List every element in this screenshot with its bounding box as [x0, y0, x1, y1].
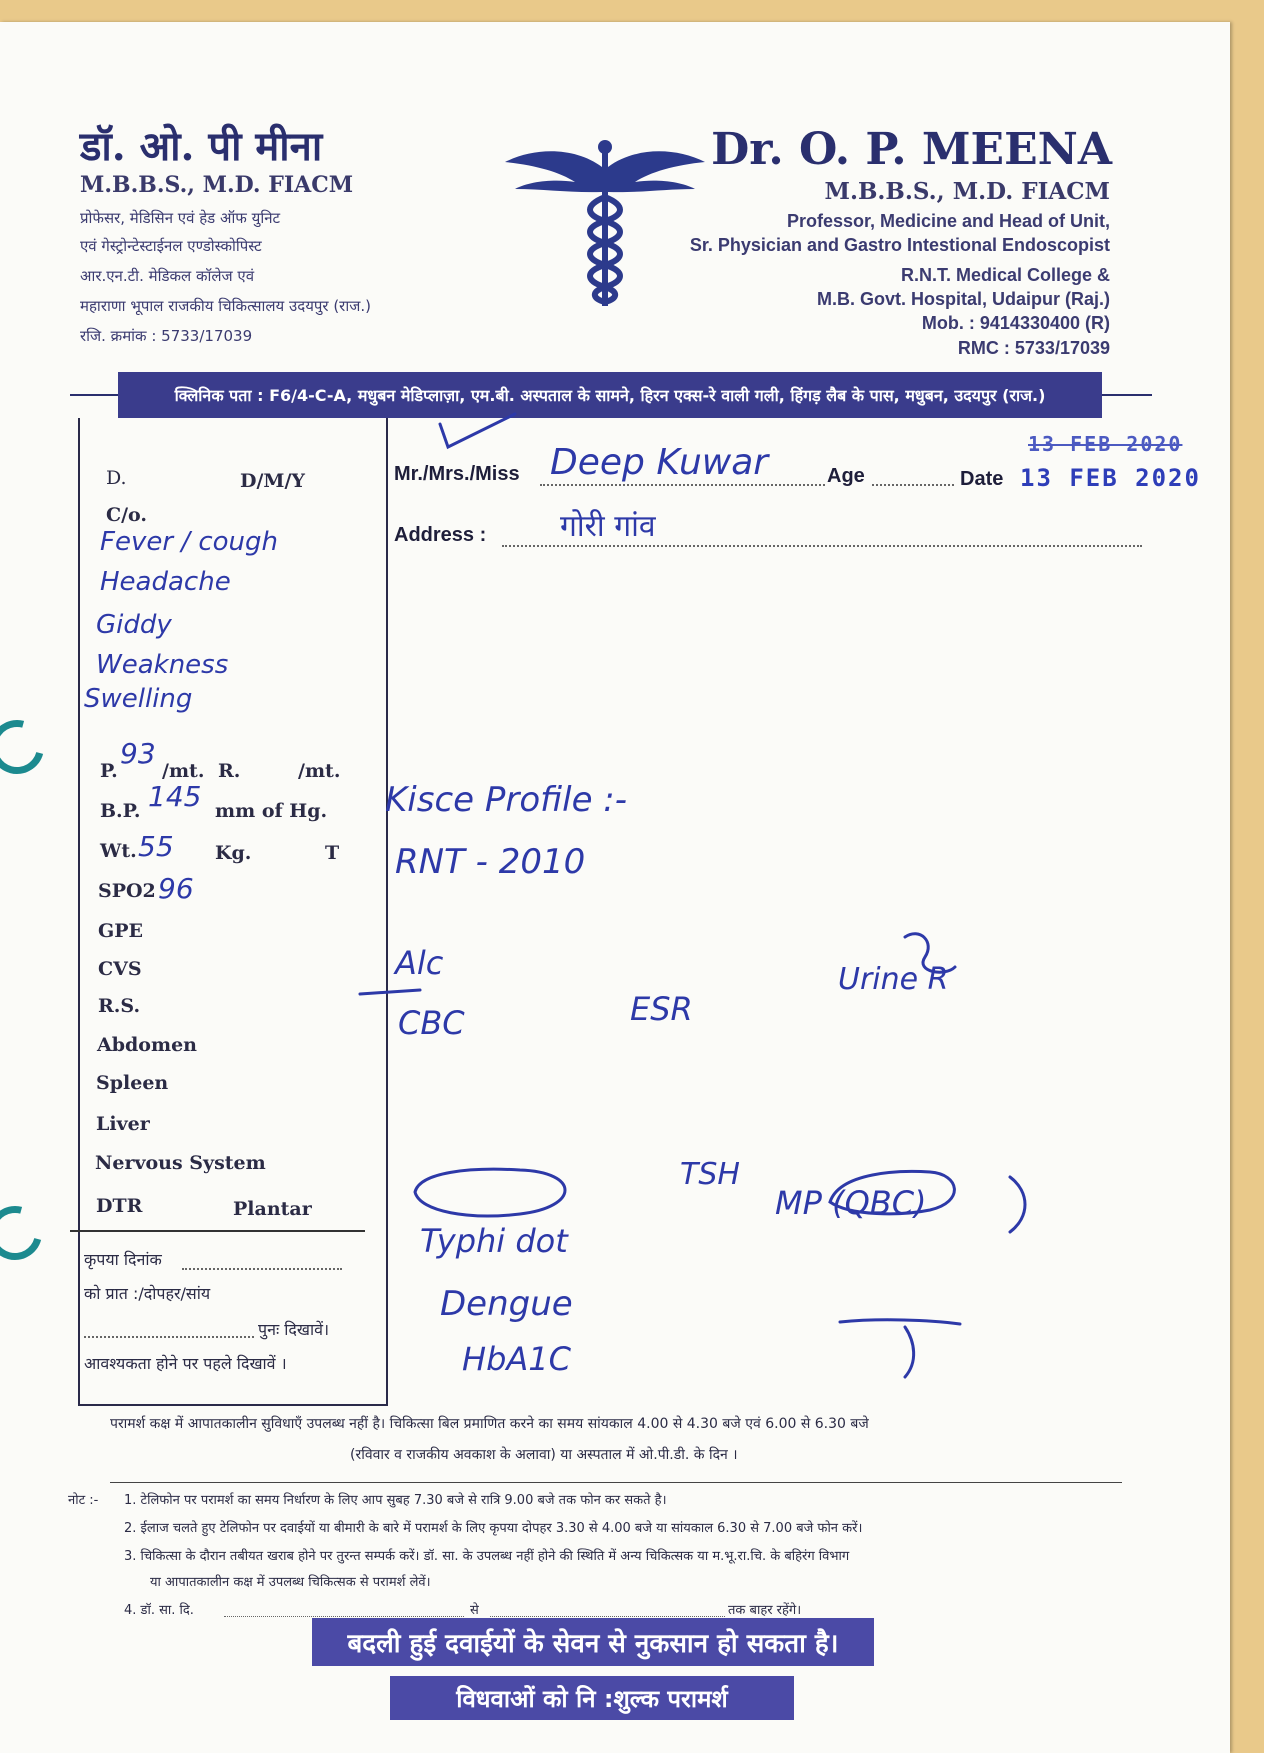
english-line-4: M.B. Govt. Hospital, Udaipur (Raj.)	[816, 289, 1110, 309]
pulse-value: 93	[120, 737, 156, 770]
pulse-unit: /mt.	[162, 760, 205, 782]
d-label: D.	[106, 467, 127, 489]
wt-label: Wt.	[100, 840, 137, 862]
date-label: Date	[960, 468, 1004, 490]
hindi-line-3: आर.एन.टी. मेडिकल कॉलेज एवं	[80, 267, 255, 285]
note-4-line-a	[224, 1616, 464, 1617]
co-label: C/o.	[106, 504, 148, 526]
date-stamp-struck: 13 FEB 2020	[1028, 432, 1183, 456]
hindi-line-2: एवं गेस्ट्रोन्टेस्टाईनल एण्डोस्कोपिस्ट	[80, 237, 262, 255]
note-item-1: 1. टेलिफोन पर परामर्श का समय निर्धारण के लिए आप सुबह 7.30 बजे से रात्रि 9.00 बजे तक फोन कर सकते है।	[124, 1493, 667, 1508]
note-profile: Kisce Profile :-	[385, 780, 628, 820]
exam-abdomen: Abdomen	[97, 1034, 197, 1056]
english-line-6: RMC : 5733/17039	[957, 338, 1110, 358]
complaint-1: Fever / cough	[100, 527, 278, 557]
spo2-value: 96	[158, 872, 194, 905]
note-hba1c: HbA1C	[462, 1340, 571, 1378]
complaint-3: Giddy	[96, 610, 172, 640]
resp-label: R.	[218, 760, 241, 782]
note-item-3b: या आपातकालीन कक्ष में उपलब्ध चिकित्सक से परामर्श लेवें।	[150, 1575, 431, 1590]
note-urine: Urine R	[838, 962, 949, 997]
address-label: Address :	[394, 524, 487, 546]
pulse-label: P.	[100, 760, 118, 782]
notes-prefix: नोट :-	[68, 1493, 99, 1508]
notice-line-2: (रविवार व राजकीय अवकाश के अलावा) या अस्पताल में ओ.पी.डी. के दिन ।	[350, 1447, 738, 1463]
note-alc: Alc	[395, 944, 444, 982]
exam-rs: R.S.	[98, 995, 141, 1017]
widow-consult-text: विधवाओं को नि :शुल्क परामर्श	[456, 1684, 728, 1713]
age-label: Age	[827, 465, 865, 487]
complaint-2: Headache	[100, 567, 231, 597]
prescription-sheet	[0, 22, 1230, 1753]
bp-label: B.P.	[100, 800, 141, 822]
note-rnt: RNT - 2010	[395, 842, 586, 882]
english-line-2: Sr. Physician and Gastro Intestional Endoscopist	[689, 235, 1110, 255]
english-line-3: R.N.T. Medical College &	[900, 265, 1110, 285]
degree-hindi-side: M.B.B.S., M.D. FIACM	[80, 172, 354, 198]
note-item-2: 2. ईलाज चलते हुए टेलिफोन पर दवाईयों या बीमारी के बारे में परामर्श के लिए कृपया दोपहर 3.30 से 4.00 बजे या सांयकाल 6.30 से 7.00 बजे फोन करें।	[124, 1521, 863, 1536]
note-cbc: CBC	[398, 1004, 465, 1042]
hindi-line-1: प्रोफेसर, मेडिसिन एवं हेड ऑफ युनिट	[80, 209, 281, 227]
plantar-label: Plantar	[233, 1198, 312, 1220]
note-mp: MP (QBC)	[775, 1184, 927, 1222]
widow-consult-banner	[390, 1676, 794, 1720]
bp-value: 145	[148, 780, 202, 813]
notice-divider	[110, 1482, 1122, 1483]
pen-strokes	[0, 22, 1230, 1442]
note-dengue: Dengue	[440, 1284, 573, 1324]
temp-label: T	[325, 842, 340, 864]
followup-revisit: पुनः दिखावें।	[258, 1320, 330, 1339]
patient-name: Deep Kuwar	[550, 442, 769, 483]
bp-unit: mm of Hg.	[215, 800, 328, 822]
exam-nervous-system: Nervous System	[95, 1152, 266, 1174]
exam-gpe: GPE	[98, 920, 143, 942]
note-tsh: TSH	[680, 1157, 740, 1192]
followup-time: को प्रात :/दोपहर/सांय	[84, 1284, 211, 1303]
dmy-label: D/M/Y	[240, 470, 305, 492]
followup-earlier: आवश्यकता होने पर पहले दिखावें ।	[84, 1354, 287, 1373]
complaint-4: Weakness	[96, 650, 229, 680]
date-stamp: 13 FEB 2020	[1020, 464, 1201, 492]
note-item-3: 3. चिकित्सा के दौरान तबीयत खराब होने पर तुरन्त सम्पर्क करें। डॉ. सा. के उपलब्ध नहीं होने की स्थिति में अन्य चिकित्सक या म.भू.रा.चि. के बहिरंग विभाग	[124, 1549, 850, 1564]
note-item-4-to: तक बाहर रहेंगे।	[728, 1603, 802, 1618]
note-item-4: 4. डॉ. सा. दि.	[124, 1603, 194, 1618]
complaint-5: Swelling	[84, 684, 193, 714]
note-4-line-b	[490, 1616, 725, 1617]
note-item-4-from: से	[470, 1603, 479, 1618]
warning-banner	[312, 1618, 874, 1666]
exam-spleen: Spleen	[96, 1072, 169, 1094]
english-line-1: Professor, Medicine and Head of Unit,	[786, 211, 1110, 231]
spo2-label: SPO2	[98, 880, 156, 902]
exam-cvs: CVS	[98, 958, 142, 980]
wt-value: 55	[138, 830, 174, 863]
dtr-label: DTR	[96, 1195, 143, 1217]
hindi-line-4: महाराणा भूपाल राजकीय चिकित्सालय उदयपुर (राज.)	[80, 297, 371, 315]
clinic-address: क्लिनिक पता : F6/4-C-A, मधुबन मेडिप्लाज़ा, एम.बी. अस्पताल के सामने, हिरन एक्स-रे वाली गली, हिंगड़ लैब के पास, मधुबन, उदयपुर (राज.)	[174, 386, 1046, 405]
hindi-line-5: रजि. क्रमांक : 5733/17039	[80, 327, 253, 345]
note-typhidot: Typhi dot	[420, 1222, 568, 1260]
followup-date: कृपया दिनांक	[84, 1250, 162, 1269]
notice-line-1: परामर्श कक्ष में आपातकालीन सुविधाएँ उपलब्ध नहीं है। चिकित्सा बिल प्रमाणित करने का समय सांयकाल 4.00 से 4.30 बजे एवं 6.00 से 6.30 बजे	[110, 1416, 869, 1432]
note-esr: ESR	[630, 990, 693, 1028]
english-line-5: Mob. : 9414330400 (R)	[921, 313, 1110, 333]
wt-unit: Kg.	[215, 842, 252, 864]
doctor-name-english: Dr. O. P. MEENA	[711, 124, 1112, 175]
exam-liver: Liver	[96, 1113, 150, 1135]
resp-unit: /mt.	[298, 760, 341, 782]
warning-banner-text: बदली हुई दवाईयों के सेवन से नुकसान हो सकता है।	[347, 1629, 839, 1659]
name-label: Mr./Mrs./Miss	[394, 463, 520, 485]
patient-address: गोरी गांव	[560, 509, 656, 544]
doctor-name-hindi: डॉ. ओ. पी मीना	[80, 123, 323, 170]
degree-english: M.B.B.S., M.D. FIACM	[824, 178, 1110, 205]
